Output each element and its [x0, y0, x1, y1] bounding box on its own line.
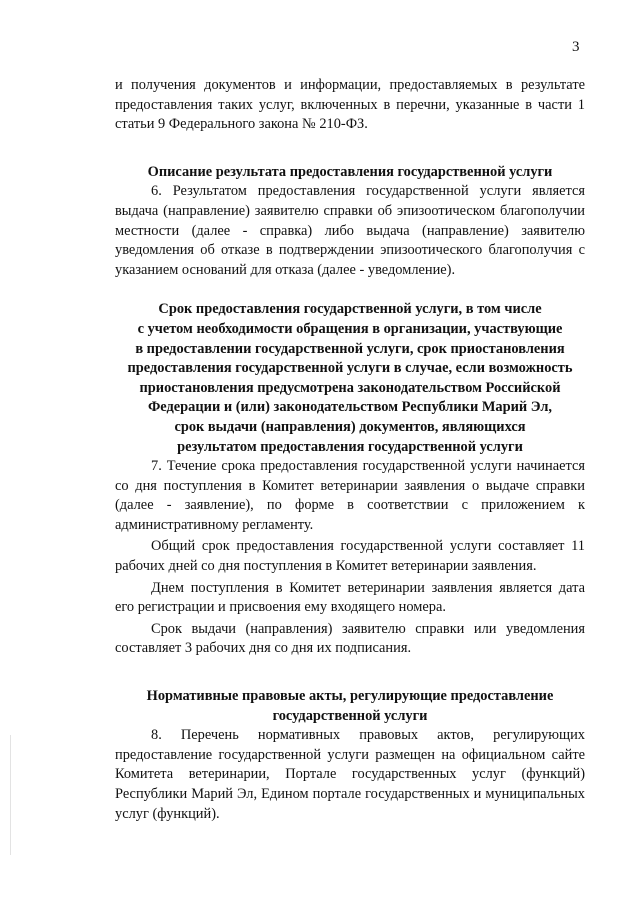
term-section-heading [115, 300, 585, 457]
paragraph-7: 7. Течение срока предоставления государственной услуги начинается со дня поступления в Комитет ветеринарии заявления о выдаче справки (далее - заявление), по форме в соответствии с приложением к административному регламенту. [115, 458, 585, 533]
term-heading-line: результатом предоставления государственной услуги [177, 438, 523, 455]
term-heading-line: срок выдачи (направления) документов, являющихся [174, 418, 526, 435]
term-heading-line: приостановления предусмотрена законодательством Российской [139, 379, 561, 396]
paragraph-total-term: Общий срок предоставления государственной услуги составляет 11 рабочих дней со дня поступления в Комитет ветеринарии заявления. [115, 538, 585, 575]
paragraph-receipt-day: Днем поступления в Комитет ветеринарии заявления является дата его регистрации и присвоения ему входящего номера. [115, 579, 585, 616]
paragraph-6: 6. Результатом предоставления государственной услуги является выдача (направление) заявителю справки об эпизоотическом благополучии местности (далее - справка) либо выдача (направление) заявителю уведомления об отказе в подтверждении эпизоотического благополучия с указанием оснований для отказа (далее - уведомление). [115, 183, 585, 278]
paragraph-issue-term: Срок выдачи (направления) заявителю справки или уведомления составляет 3 рабочих дня со дня их подписания. [115, 620, 585, 657]
legal-acts-section-heading [115, 687, 585, 726]
intro-paragraph: и получения документов и информации, предоставляемых в результате предоставления таких услуг, включенных в перечни, указанные в части 1 статьи 9 Федерального закона № 210-ФЗ. [115, 77, 585, 133]
document-body [115, 76, 585, 824]
term-heading-line: Федерации и (или) законодательством Республики Марий Эл, [147, 399, 553, 416]
term-heading-line: в предоставлении государственной услуги, срок приостановления [135, 340, 565, 357]
term-heading-line: с учетом необходимости обращения в организации, участвующие [137, 320, 563, 337]
legal-acts-heading-line: государственной услуги [272, 707, 428, 724]
term-heading-line: Срок предоставления государственной услуги, в том числе [158, 301, 542, 318]
result-section-heading: Описание результата предоставления государственной услуги [147, 163, 553, 180]
paragraph-8: 8. Перечень нормативных правовых актов, регулирующих предоставление государственной услуги размещен на официальном сайте Комитета ветеринарии, Портале государственных услуг (функций) Республики Марий Эл, Едином портале государственных и муниципальных услуг (функций). [115, 727, 585, 822]
term-heading-line: предоставления государственной услуги в случае, если возможность [127, 360, 573, 377]
page-number: 3 [572, 39, 580, 55]
scan-edge-mark [10, 735, 11, 855]
legal-acts-heading-line: Нормативные правовые акты, регулирующие предоставление [146, 688, 554, 705]
